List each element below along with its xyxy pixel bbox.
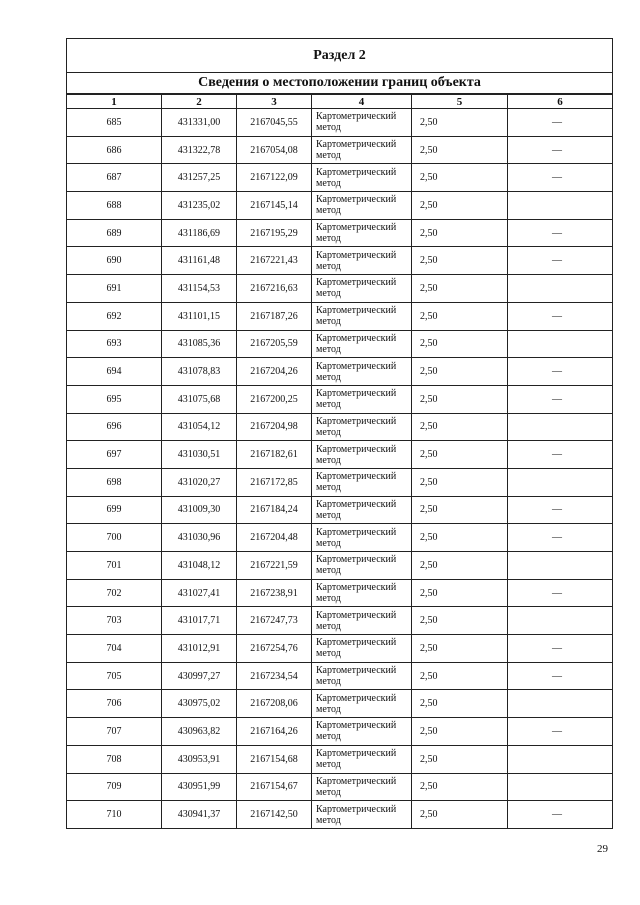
method-cell: Картометрический метод: [312, 247, 412, 275]
coordinate-y: 2167142,50: [237, 801, 312, 829]
coordinate-y: 2167045,55: [237, 109, 312, 137]
accuracy-cell: 2,50: [412, 385, 508, 413]
table-row: [67, 192, 613, 220]
accuracy-cell: 2,50: [412, 247, 508, 275]
note-cell: [508, 552, 613, 580]
point-number: 708: [67, 745, 162, 773]
column-number: 3: [237, 94, 312, 109]
accuracy-cell: 2,50: [412, 773, 508, 801]
note-cell: —: [508, 164, 613, 192]
coordinate-y: 2167122,09: [237, 164, 312, 192]
coordinate-x: 430997,27: [162, 662, 237, 690]
method-cell: Картометрический метод: [312, 385, 412, 413]
point-number: 698: [67, 468, 162, 496]
method-cell: Картометрический метод: [312, 302, 412, 330]
point-number: 685: [67, 109, 162, 137]
table-row: [67, 219, 613, 247]
method-cell: Картометрический метод: [312, 745, 412, 773]
method-cell: Картометрический метод: [312, 635, 412, 663]
method-cell: Картометрический метод: [312, 441, 412, 469]
point-number: 686: [67, 136, 162, 164]
method-cell: Картометрический метод: [312, 801, 412, 829]
table-row: [67, 109, 613, 137]
coordinate-y: 2167221,43: [237, 247, 312, 275]
table-row: [67, 413, 613, 441]
coordinate-y: 2167154,67: [237, 773, 312, 801]
coordinate-y: 2167204,26: [237, 358, 312, 386]
method-cell: Картометрический метод: [312, 136, 412, 164]
accuracy-cell: 2,50: [412, 275, 508, 303]
table-row: [67, 302, 613, 330]
point-number: 706: [67, 690, 162, 718]
method-cell: Картометрический метод: [312, 413, 412, 441]
table-row: [67, 247, 613, 275]
note-cell: —: [508, 385, 613, 413]
accuracy-cell: 2,50: [412, 109, 508, 137]
table-body: [67, 109, 613, 829]
point-number: 687: [67, 164, 162, 192]
coordinate-y: 2167204,98: [237, 413, 312, 441]
coordinate-y: 2167164,26: [237, 718, 312, 746]
coordinate-y: 2167187,26: [237, 302, 312, 330]
coordinate-x: 431017,71: [162, 607, 237, 635]
coordinate-y: 2167195,29: [237, 219, 312, 247]
note-cell: —: [508, 109, 613, 137]
note-cell: —: [508, 579, 613, 607]
method-cell: Картометрический метод: [312, 275, 412, 303]
coordinate-x: 431030,96: [162, 524, 237, 552]
table-row: [67, 468, 613, 496]
note-cell: —: [508, 136, 613, 164]
accuracy-cell: 2,50: [412, 330, 508, 358]
note-cell: [508, 690, 613, 718]
note-cell: —: [508, 635, 613, 663]
section-subtitle: Сведения о местоположении границ объекта: [67, 73, 613, 95]
coordinate-x: 431322,78: [162, 136, 237, 164]
note-cell: —: [508, 801, 613, 829]
method-cell: Картометрический метод: [312, 192, 412, 220]
accuracy-cell: 2,50: [412, 136, 508, 164]
note-cell: [508, 413, 613, 441]
note-cell: [508, 607, 613, 635]
accuracy-cell: 2,50: [412, 413, 508, 441]
table-row: [67, 718, 613, 746]
coordinate-x: 431154,53: [162, 275, 237, 303]
note-cell: —: [508, 302, 613, 330]
method-cell: Картометрический метод: [312, 330, 412, 358]
coordinate-x: 430963,82: [162, 718, 237, 746]
column-number-row: [67, 94, 613, 109]
accuracy-cell: 2,50: [412, 745, 508, 773]
note-cell: [508, 745, 613, 773]
coordinate-x: 431012,91: [162, 635, 237, 663]
point-number: 703: [67, 607, 162, 635]
coordinate-y: 2167054,08: [237, 136, 312, 164]
table-row: [67, 330, 613, 358]
point-number: 690: [67, 247, 162, 275]
point-number: 692: [67, 302, 162, 330]
accuracy-cell: 2,50: [412, 164, 508, 192]
table-row: [67, 552, 613, 580]
accuracy-cell: 2,50: [412, 219, 508, 247]
note-cell: —: [508, 662, 613, 690]
method-cell: Картометрический метод: [312, 662, 412, 690]
column-number: 6: [508, 94, 613, 109]
coordinate-y: 2167254,76: [237, 635, 312, 663]
note-cell: —: [508, 247, 613, 275]
coordinate-x: 430975,02: [162, 690, 237, 718]
accuracy-cell: 2,50: [412, 441, 508, 469]
method-cell: Картометрический метод: [312, 690, 412, 718]
method-cell: Картометрический метод: [312, 109, 412, 137]
table-row: [67, 358, 613, 386]
accuracy-cell: 2,50: [412, 358, 508, 386]
accuracy-cell: 2,50: [412, 496, 508, 524]
point-number: 705: [67, 662, 162, 690]
accuracy-cell: 2,50: [412, 718, 508, 746]
boundary-table: [66, 38, 613, 829]
coordinate-x: 431030,51: [162, 441, 237, 469]
note-cell: —: [508, 358, 613, 386]
table-row: [67, 635, 613, 663]
coordinate-y: 2167184,24: [237, 496, 312, 524]
point-number: 709: [67, 773, 162, 801]
method-cell: Картометрический метод: [312, 496, 412, 524]
table-row: [67, 441, 613, 469]
note-cell: —: [508, 524, 613, 552]
note-cell: —: [508, 496, 613, 524]
accuracy-cell: 2,50: [412, 552, 508, 580]
coordinate-y: 2167234,54: [237, 662, 312, 690]
coordinate-y: 2167221,59: [237, 552, 312, 580]
accuracy-cell: 2,50: [412, 468, 508, 496]
coordinate-y: 2167172,85: [237, 468, 312, 496]
table-row: [67, 801, 613, 829]
table-row: [67, 607, 613, 635]
table-row: [67, 136, 613, 164]
point-number: 699: [67, 496, 162, 524]
point-number: 688: [67, 192, 162, 220]
point-number: 689: [67, 219, 162, 247]
method-cell: Картометрический метод: [312, 607, 412, 635]
note-cell: [508, 192, 613, 220]
point-number: 704: [67, 635, 162, 663]
point-number: 701: [67, 552, 162, 580]
note-cell: [508, 275, 613, 303]
note-cell: [508, 773, 613, 801]
table-row: [67, 662, 613, 690]
column-number: 1: [67, 94, 162, 109]
method-cell: Картометрический метод: [312, 773, 412, 801]
accuracy-cell: 2,50: [412, 635, 508, 663]
coordinate-y: 2167216,63: [237, 275, 312, 303]
point-number: 693: [67, 330, 162, 358]
document-page: [66, 38, 612, 829]
point-number: 695: [67, 385, 162, 413]
accuracy-cell: 2,50: [412, 302, 508, 330]
accuracy-cell: 2,50: [412, 690, 508, 718]
column-number: 2: [162, 94, 237, 109]
method-cell: Картометрический метод: [312, 219, 412, 247]
coordinate-x: 431186,69: [162, 219, 237, 247]
note-cell: [508, 468, 613, 496]
accuracy-cell: 2,50: [412, 579, 508, 607]
method-cell: Картометрический метод: [312, 579, 412, 607]
method-cell: Картометрический метод: [312, 552, 412, 580]
coordinate-x: 431161,48: [162, 247, 237, 275]
coordinate-x: 431085,36: [162, 330, 237, 358]
coordinate-y: 2167145,14: [237, 192, 312, 220]
coordinate-y: 2167204,48: [237, 524, 312, 552]
table-row: [67, 385, 613, 413]
coordinate-x: 430951,99: [162, 773, 237, 801]
coordinate-x: 431027,41: [162, 579, 237, 607]
column-number: 4: [312, 94, 412, 109]
point-number: 700: [67, 524, 162, 552]
table-row: [67, 275, 613, 303]
accuracy-cell: 2,50: [412, 192, 508, 220]
point-number: 691: [67, 275, 162, 303]
point-number: 696: [67, 413, 162, 441]
coordinate-x: 430953,91: [162, 745, 237, 773]
coordinate-y: 2167208,06: [237, 690, 312, 718]
note-cell: —: [508, 219, 613, 247]
coordinate-x: 431009,30: [162, 496, 237, 524]
page-number: 29: [597, 843, 608, 855]
coordinate-y: 2167182,61: [237, 441, 312, 469]
method-cell: Картометрический метод: [312, 524, 412, 552]
accuracy-cell: 2,50: [412, 524, 508, 552]
table-row: [67, 745, 613, 773]
coordinate-x: 431054,12: [162, 413, 237, 441]
method-cell: Картометрический метод: [312, 468, 412, 496]
point-number: 707: [67, 718, 162, 746]
coordinate-x: 431331,00: [162, 109, 237, 137]
note-cell: —: [508, 718, 613, 746]
accuracy-cell: 2,50: [412, 662, 508, 690]
table-row: [67, 524, 613, 552]
table-row: [67, 164, 613, 192]
coordinate-y: 2167247,73: [237, 607, 312, 635]
note-cell: [508, 330, 613, 358]
coordinate-x: 431257,25: [162, 164, 237, 192]
coordinate-x: 431235,02: [162, 192, 237, 220]
method-cell: Картометрический метод: [312, 718, 412, 746]
coordinate-y: 2167205,59: [237, 330, 312, 358]
point-number: 697: [67, 441, 162, 469]
coordinate-x: 431078,83: [162, 358, 237, 386]
point-number: 702: [67, 579, 162, 607]
point-number: 710: [67, 801, 162, 829]
coordinate-x: 431020,27: [162, 468, 237, 496]
table-row: [67, 773, 613, 801]
method-cell: Картометрический метод: [312, 164, 412, 192]
section-title: Раздел 2: [67, 39, 613, 73]
note-cell: —: [508, 441, 613, 469]
coordinate-x: 430941,37: [162, 801, 237, 829]
coordinate-y: 2167154,68: [237, 745, 312, 773]
coordinate-y: 2167200,25: [237, 385, 312, 413]
column-number: 5: [412, 94, 508, 109]
accuracy-cell: 2,50: [412, 801, 508, 829]
table-row: [67, 579, 613, 607]
point-number: 694: [67, 358, 162, 386]
coordinate-x: 431101,15: [162, 302, 237, 330]
table-row: [67, 690, 613, 718]
coordinate-x: 431075,68: [162, 385, 237, 413]
table-row: [67, 496, 613, 524]
coordinate-x: 431048,12: [162, 552, 237, 580]
method-cell: Картометрический метод: [312, 358, 412, 386]
accuracy-cell: 2,50: [412, 607, 508, 635]
coordinate-y: 2167238,91: [237, 579, 312, 607]
